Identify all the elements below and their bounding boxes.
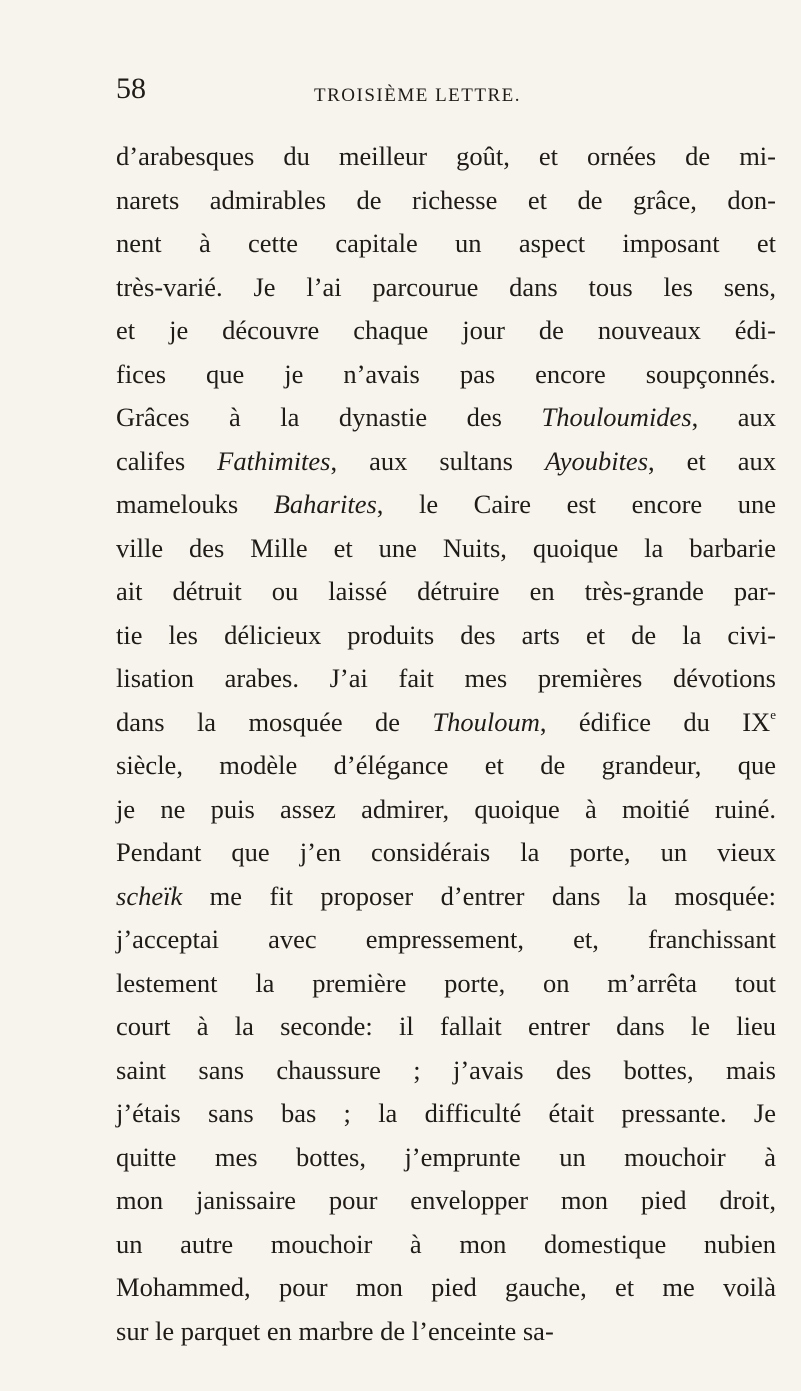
text-line (116, 614, 776, 658)
text-line (116, 1179, 776, 1223)
italic-text: Fathimites (217, 445, 331, 476)
text-line (116, 266, 776, 310)
italic-text: scheïk (116, 880, 183, 911)
text-line (116, 962, 776, 1006)
italic-text: Baharites (273, 489, 377, 519)
text-line (116, 570, 776, 614)
text-line (116, 483, 776, 527)
text-line (116, 1005, 776, 1049)
text-line (116, 309, 776, 353)
text-line (116, 918, 776, 962)
text-segment: , le Caire est encore une (376, 489, 776, 519)
text-segment: sur le parquet en marbre de l’enceinte sa- (116, 1315, 554, 1346)
italic-text: Ayoubites (544, 445, 649, 476)
text-segment: Pendant que j’en considérais la porte, un vieux (116, 837, 776, 867)
text-line (116, 135, 776, 179)
text-line (116, 527, 776, 571)
body-text (116, 135, 776, 1353)
text-segment: j’étais sans bas ; la difficulté était pressante. Je (116, 1098, 776, 1128)
text-segment: siècle, modèle d’élégance et de grandeur, que (116, 750, 776, 780)
running-title: TROISIÈME LETTRE. (314, 85, 522, 106)
text-line (116, 657, 776, 701)
text-segment: lisation arabes. J’ai fait mes premières dévotions (116, 663, 776, 693)
text-segment: très-varié. Je l’ai parcourue dans tous les sens, (116, 271, 776, 302)
running-head (116, 74, 776, 114)
text-line (116, 1223, 776, 1267)
text-segment: narets admirables de richesse et de grâce, don- (116, 184, 776, 215)
text-segment: Mohammed, pour mon pied gauche, et me voilà (116, 1272, 776, 1302)
text-line (116, 701, 776, 745)
text-line (116, 788, 776, 832)
text-segment: , aux (691, 402, 776, 432)
text-segment: , édifice du IX (539, 706, 771, 737)
text-line (116, 875, 776, 919)
text-segment: ait détruit ou laissé détruire en très-grande par- (116, 576, 776, 606)
text-segment: quitte mes bottes, j’emprunte un mouchoir à (116, 1141, 776, 1172)
text-segment: ville des Mille et une Nuits, quoique la barbarie (116, 532, 776, 563)
text-line (116, 353, 776, 397)
text-line (116, 440, 776, 484)
text-line (116, 179, 776, 223)
text-segment: et je découvre chaque jour de nouveaux édi- (116, 315, 776, 345)
text-segment: me fit proposer d’entrer dans la mosquée: (182, 880, 776, 911)
text-line (116, 222, 776, 266)
text-line (116, 1136, 776, 1180)
text-line (116, 1310, 776, 1354)
text-segment: , et aux (648, 445, 777, 476)
italic-text: Thouloumides (541, 402, 692, 432)
text-line (116, 744, 776, 788)
text-segment: je ne puis assez admirer, quoique à moitié ruiné. (116, 793, 776, 824)
text-line (116, 1092, 776, 1136)
text-segment: Grâces à la dynastie des (116, 402, 542, 432)
text-line (116, 396, 776, 440)
text-segment: lestement la première porte, on m’arrêta tout (116, 967, 776, 998)
superscript: e (770, 706, 776, 722)
text-segment: j’acceptai avec empressement, et, franchissant (116, 924, 776, 954)
text-segment: d’arabesques du meilleur goût, et ornées de mi- (116, 141, 776, 171)
text-line (116, 1266, 776, 1310)
text-segment: mamelouks (116, 489, 274, 519)
text-segment: califes (116, 445, 218, 476)
text-segment: saint sans chaussure ; j’avais des bottes, mais (116, 1054, 776, 1085)
text-segment: nent à cette capitale un aspect imposant et (116, 228, 776, 258)
text-line (116, 1049, 776, 1093)
italic-text: Thouloum (432, 706, 540, 737)
text-line (116, 831, 776, 875)
text-segment: mon janissaire pour envelopper mon pied droit, (116, 1185, 776, 1215)
text-segment: dans la mosquée de (116, 706, 433, 737)
text-segment: tie les délicieux produits des arts et de la civi- (116, 619, 776, 650)
text-segment: fices que je n’avais pas encore soupçonnés. (116, 358, 776, 389)
text-segment: , aux sultans (330, 445, 545, 476)
text-segment: un autre mouchoir à mon domestique nubien (116, 1228, 776, 1259)
page-number: 58 (116, 72, 146, 105)
text-segment: court à la seconde: il fallait entrer dans le lieu (116, 1011, 776, 1041)
